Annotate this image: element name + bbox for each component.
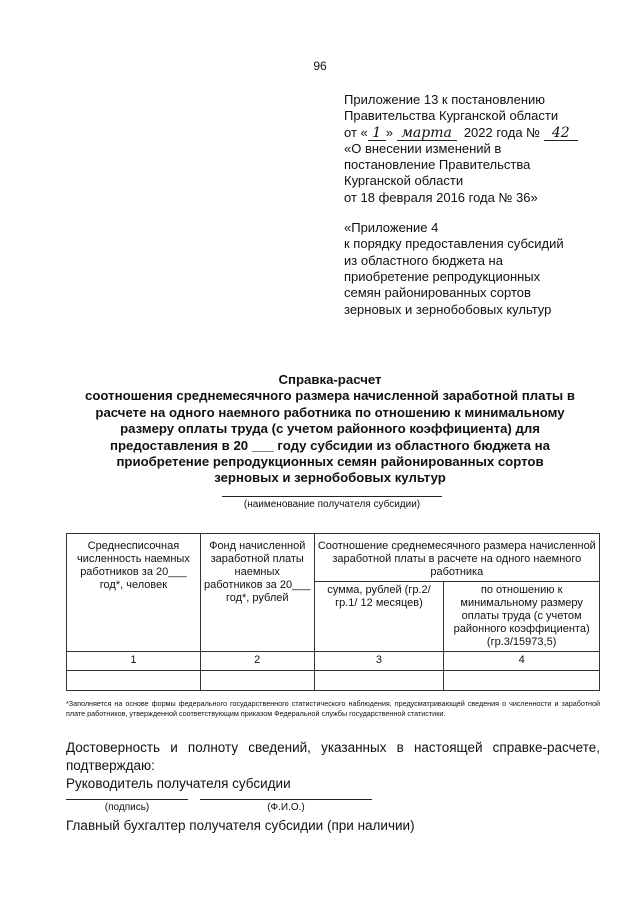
title-line: расчете на одного наемного работника по отношению к минимальному	[95, 404, 565, 420]
table-cell	[444, 671, 600, 691]
name-caption: (Ф.И.О.)	[267, 802, 305, 813]
appendix-line: приобретение репродукционных	[344, 268, 541, 284]
title-line: приобретение репродукционных семян районированных сортов	[116, 454, 544, 470]
table-cell	[314, 671, 444, 691]
appendix-line: Приложение 13 к постановлению	[344, 92, 546, 107]
table-row	[67, 652, 600, 671]
recipient-name-line	[222, 496, 442, 497]
column-number: 2	[200, 652, 314, 671]
signature-caption: (подпись)	[104, 802, 150, 813]
certification-text	[66, 739, 600, 793]
column-number: 1	[67, 652, 201, 671]
name-line	[200, 799, 372, 800]
calculation-table	[66, 533, 600, 691]
appendix-line: Курганской области	[344, 173, 464, 189]
appendix-line: семян районированных сортов	[344, 285, 531, 301]
appendix-line: «О внесении изменений в	[344, 140, 502, 156]
date-mid: »	[385, 124, 397, 140]
appendix-line: Правительства Курганской области	[344, 108, 559, 124]
header-ratio-to-mrot: по отношению к минимальному размеру оплаты труда (с учетом районного коэффициента) (гр.3/15973,5)	[444, 582, 600, 652]
chief-accountant-label: Главный бухгалтер получателя субсидии (при наличии)	[66, 818, 415, 833]
appendix-reference	[344, 92, 634, 318]
page-number: 96	[313, 59, 327, 73]
header-payroll-fund: Фонд начисленной заработной платы наемных работников за 20___ год*, рублей	[200, 534, 314, 652]
handwritten-day: 1	[368, 127, 386, 141]
appendix-line: зерновых и зернобобовых культур	[344, 301, 552, 317]
appendix-line: к порядку предоставления субсидий	[344, 236, 564, 252]
date-prefix: от «	[344, 124, 368, 140]
handwritten-number: 42	[544, 127, 578, 141]
header-headcount: Среднесписочная численность наемных работников за 20___ год*, человек	[67, 534, 201, 652]
head-of-recipient-label: Руководитель получателя субсидии	[66, 776, 291, 791]
title-line: Справка-расчет	[278, 372, 382, 387]
table-row	[67, 671, 600, 691]
title-line: зерновых и зернобобовых культур	[214, 470, 446, 486]
title-line: соотношения среднемесячного размера начисленной заработной платы в	[85, 388, 575, 404]
title-line: предоставления в 20 ___ году субсидии из областного бюджета на	[110, 437, 550, 453]
column-number: 4	[444, 652, 600, 671]
table-cell	[200, 671, 314, 691]
appendix-line: постановление Правительства	[344, 157, 531, 173]
column-number: 3	[314, 652, 444, 671]
document-title	[70, 372, 590, 487]
title-line: размеру оплаты труда (с учетом районного коэффициента) для	[120, 421, 540, 437]
table-cell	[67, 671, 201, 691]
table-header-row	[67, 534, 600, 582]
appendix-line: от 18 февраля 2016 года № 36»	[344, 189, 538, 205]
appendix-line: из областного бюджета на	[344, 252, 503, 268]
appendix-date-line	[344, 125, 634, 141]
handwritten-month: марта	[397, 127, 457, 141]
certify-statement: Достоверность и полноту сведений, указанных в настоящей справке-расчете, подтверждаю:	[66, 740, 600, 773]
footnote: *Заполняется на основе формы федерального государственного статистического наблюдения, предусматривающей сведения о численности и заработной плате работников, утвержденной соответствующим приказом Федеральной службы государственной статистики.	[66, 699, 600, 718]
header-sum-rubles: сумма, рублей (гр.2/гр.1/ 12 месяцев)	[314, 582, 444, 652]
header-ratio: Соотношение среднемесячного размера начисленной заработной платы в расчете на одного наемного работника	[314, 534, 599, 582]
signature-line	[66, 799, 188, 800]
recipient-caption: (наименование получателя субсидии)	[243, 499, 421, 510]
date-suffix: 2022 года №	[456, 124, 544, 140]
appendix-line: «Приложение 4	[344, 220, 439, 236]
